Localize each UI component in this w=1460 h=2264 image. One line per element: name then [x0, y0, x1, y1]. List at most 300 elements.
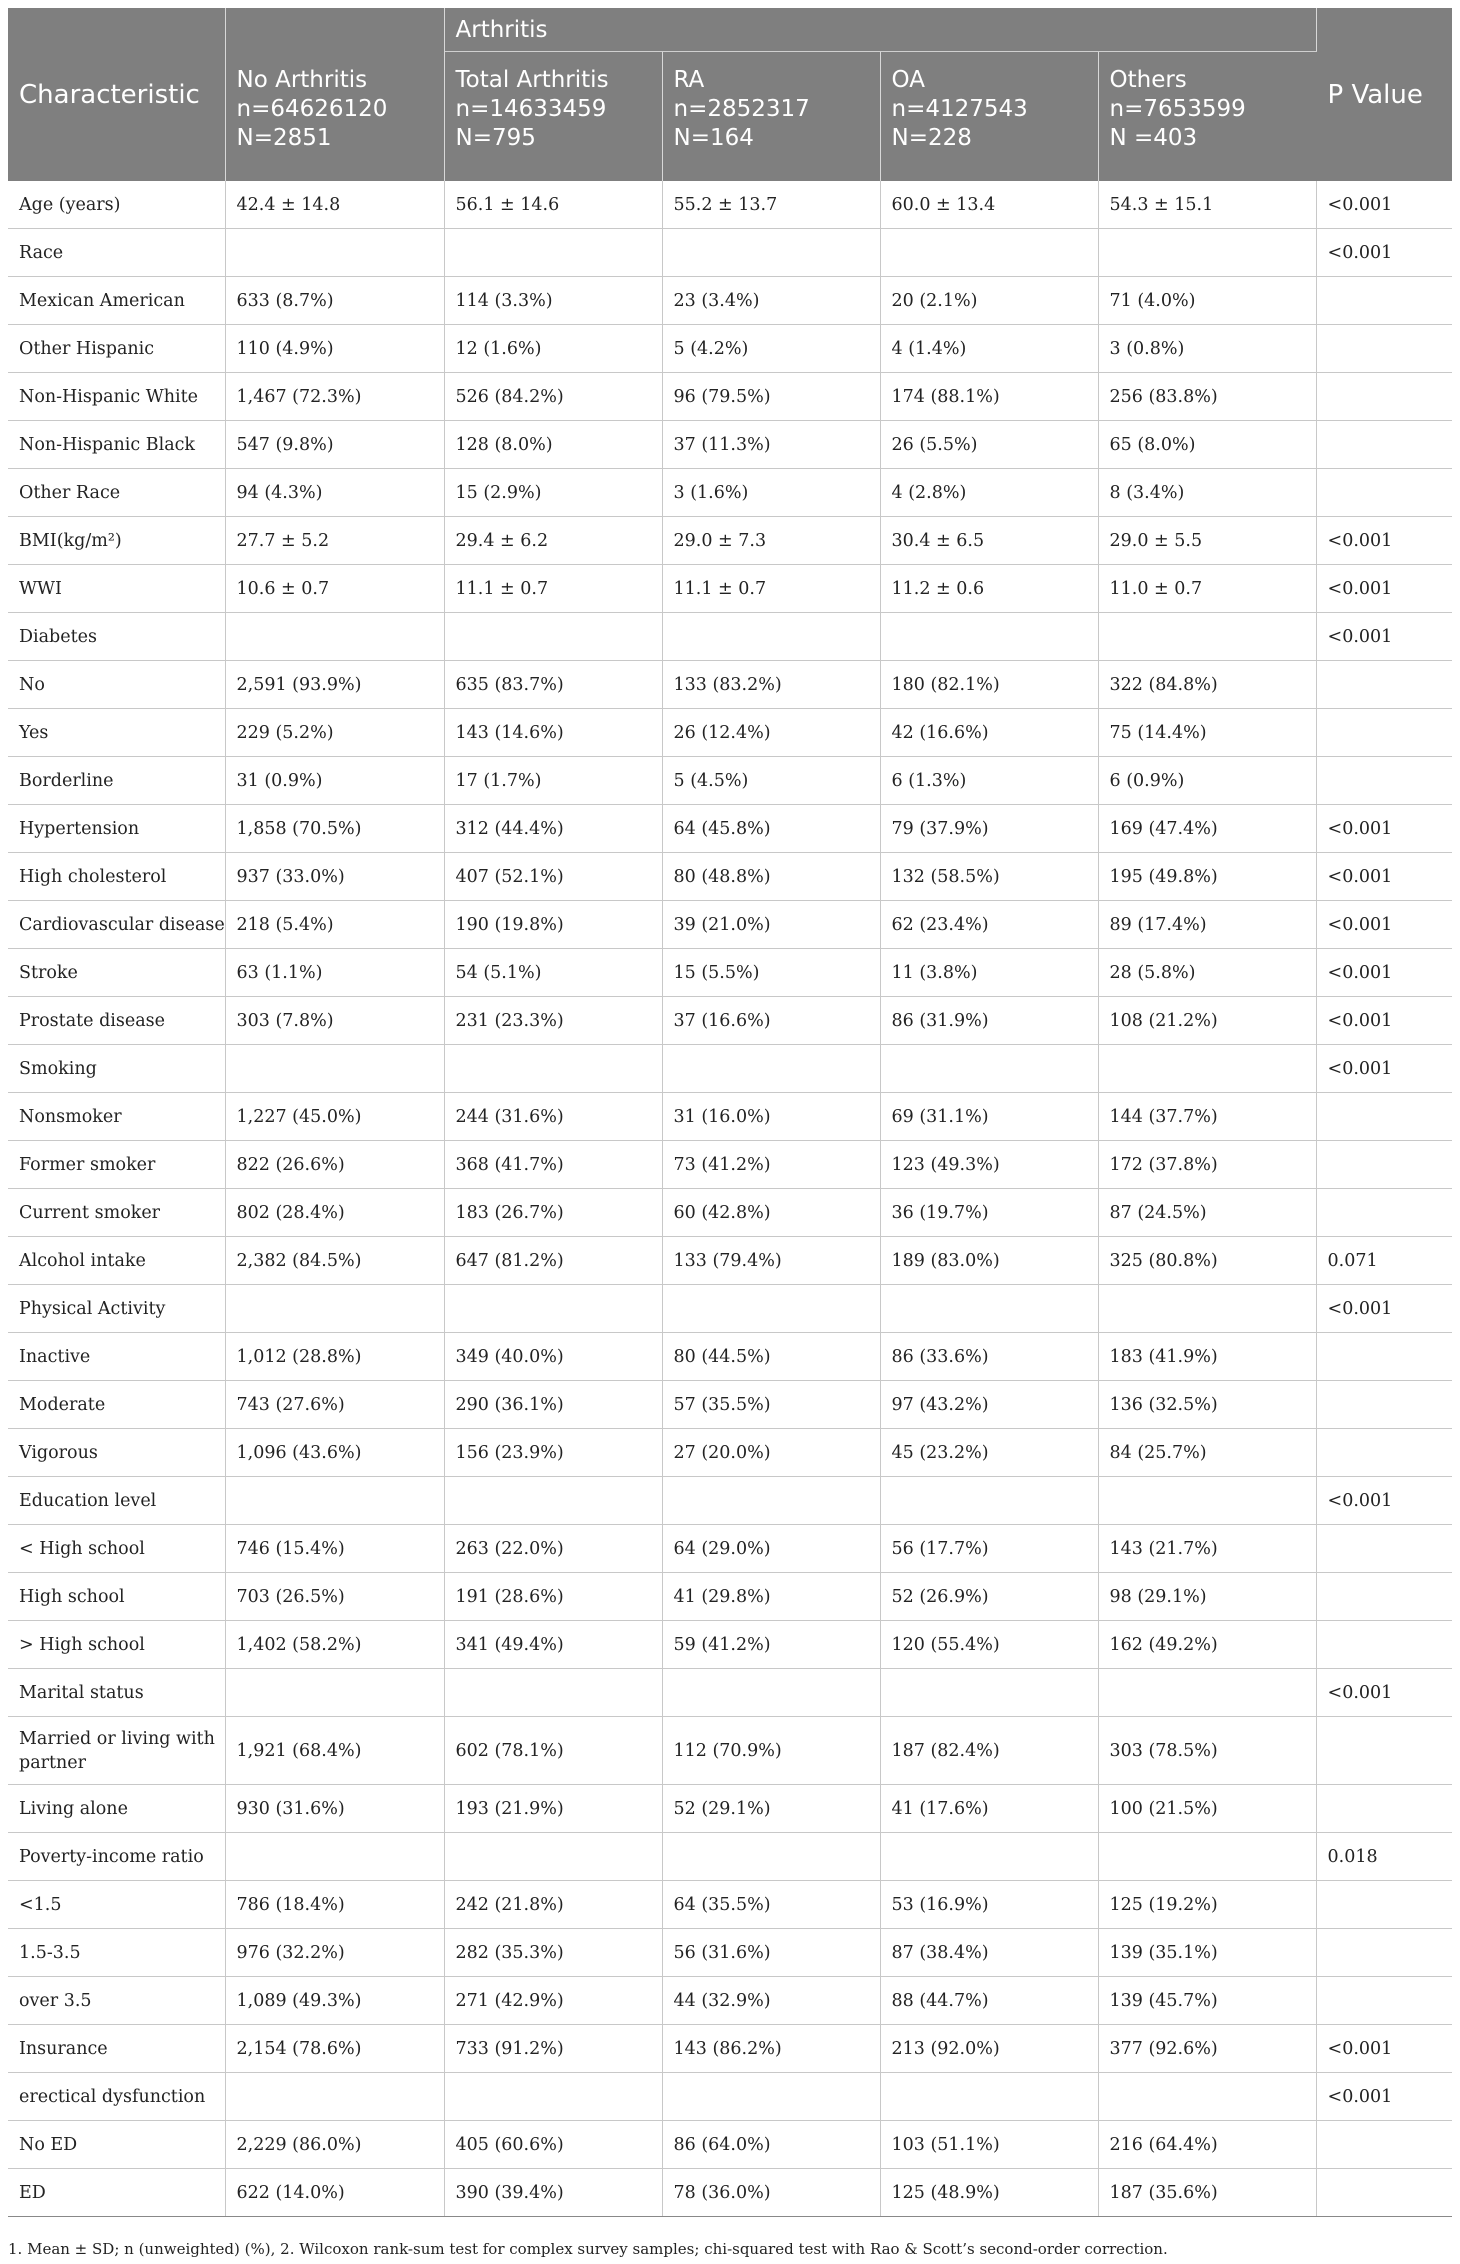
table-row: [8, 277, 1452, 325]
table-cell: 63 (1.1%): [225, 949, 444, 997]
header-blank: [225, 8, 444, 52]
table-cell: 37 (11.3%): [662, 421, 880, 469]
table-cell: 79 (37.9%): [880, 805, 1098, 853]
p-value-cell: [1316, 1381, 1452, 1429]
table-cell: 112 (70.9%): [662, 1717, 880, 1785]
table-cell: 169 (47.4%): [1098, 805, 1316, 853]
p-value-cell: [1316, 277, 1452, 325]
table-row: [8, 661, 1452, 709]
table-row: [8, 997, 1452, 1045]
table-cell: 2,382 (84.5%): [225, 1237, 444, 1285]
table-cell: 635 (83.7%): [444, 661, 662, 709]
table-cell: 526 (84.2%): [444, 373, 662, 421]
p-value-cell: <0.001: [1316, 805, 1452, 853]
p-value-cell: <0.001: [1316, 613, 1452, 661]
table-cell: [444, 1833, 662, 1881]
p-value-cell: [1316, 709, 1452, 757]
p-value-cell: 0.071: [1316, 1237, 1452, 1285]
table-cell: 8 (3.4%): [1098, 469, 1316, 517]
table-cell: 1,402 (58.2%): [225, 1621, 444, 1669]
header-column-n-line: n=2852317: [673, 96, 810, 122]
table-cell: 64 (29.0%): [662, 1525, 880, 1573]
header-characteristic: Characteristic: [8, 8, 225, 181]
header-column-0: [225, 52, 444, 182]
row-label: Marital status: [8, 1669, 225, 1717]
table-cell: 390 (39.4%): [444, 2169, 662, 2217]
p-value-cell: [1316, 1141, 1452, 1189]
table-cell: 110 (4.9%): [225, 325, 444, 373]
table-row: [8, 1833, 1452, 1881]
row-label: Alcohol intake: [8, 1237, 225, 1285]
table-row: [8, 421, 1452, 469]
table-cell: 312 (44.4%): [444, 805, 662, 853]
row-label: Current smoker: [8, 1189, 225, 1237]
table-cell: 136 (32.5%): [1098, 1381, 1316, 1429]
table-cell: 98 (29.1%): [1098, 1573, 1316, 1621]
row-label: Non-Hispanic Black: [8, 421, 225, 469]
table-cell: 1,858 (70.5%): [225, 805, 444, 853]
table-cell: 69 (31.1%): [880, 1093, 1098, 1141]
table-row: [8, 325, 1452, 373]
table-cell: [225, 1477, 444, 1525]
p-value-cell: [1316, 1333, 1452, 1381]
p-value-cell: <0.001: [1316, 949, 1452, 997]
p-value-cell: [1316, 1573, 1452, 1621]
table-cell: 602 (78.1%): [444, 1717, 662, 1785]
p-value-cell: [1316, 469, 1452, 517]
table-cell: 547 (9.8%): [225, 421, 444, 469]
table-header: [8, 8, 1452, 181]
table-cell: 4 (1.4%): [880, 325, 1098, 373]
table-cell: [1098, 229, 1316, 277]
table-cell: 29.0 ± 5.5: [1098, 517, 1316, 565]
row-label: Yes: [8, 709, 225, 757]
row-label: Prostate disease: [8, 997, 225, 1045]
table-cell: 229 (5.2%): [225, 709, 444, 757]
table-cell: [662, 1477, 880, 1525]
p-value-cell: <0.001: [1316, 2073, 1452, 2121]
table-cell: 65 (8.0%): [1098, 421, 1316, 469]
table-cell: 27 (20.0%): [662, 1429, 880, 1477]
p-value-cell: <0.001: [1316, 1285, 1452, 1333]
table-cell: 31 (16.0%): [662, 1093, 880, 1141]
table-row: [8, 1525, 1452, 1573]
table-cell: 80 (48.8%): [662, 853, 880, 901]
table-cell: 54.3 ± 15.1: [1098, 181, 1316, 229]
table-row: [8, 709, 1452, 757]
header-column-2: [662, 52, 880, 182]
table-cell: 39 (21.0%): [662, 901, 880, 949]
table-cell: [444, 1045, 662, 1093]
table-cell: 128 (8.0%): [444, 421, 662, 469]
table-cell: 183 (41.9%): [1098, 1333, 1316, 1381]
table-cell: 191 (28.6%): [444, 1573, 662, 1621]
table-cell: 62 (23.4%): [880, 901, 1098, 949]
table-cell: 26 (5.5%): [880, 421, 1098, 469]
table-cell: 132 (58.5%): [880, 853, 1098, 901]
table-cell: 263 (22.0%): [444, 1525, 662, 1573]
p-value-cell: <0.001: [1316, 1477, 1452, 1525]
table-cell: 746 (15.4%): [225, 1525, 444, 1573]
table-cell: 60.0 ± 13.4: [880, 181, 1098, 229]
table-cell: 786 (18.4%): [225, 1881, 444, 1929]
table-cell: 17 (1.7%): [444, 757, 662, 805]
table-cell: 822 (26.6%): [225, 1141, 444, 1189]
row-label: Nonsmoker: [8, 1093, 225, 1141]
p-value-cell: <0.001: [1316, 1669, 1452, 1717]
table-cell: 733 (91.2%): [444, 2025, 662, 2073]
p-value-cell: <0.001: [1316, 2025, 1452, 2073]
row-label: Mexican American: [8, 277, 225, 325]
p-value-cell: [1316, 1621, 1452, 1669]
table-cell: 56 (31.6%): [662, 1929, 880, 1977]
table-cell: 1,921 (68.4%): [225, 1717, 444, 1785]
header-column-name-line: Others: [1109, 67, 1187, 93]
table-cell: 162 (49.2%): [1098, 1621, 1316, 1669]
table-row: [8, 229, 1452, 277]
table-row: [8, 1977, 1452, 2025]
table-cell: [1098, 1285, 1316, 1333]
table-cell: 87 (24.5%): [1098, 1189, 1316, 1237]
p-value-cell: [1316, 1929, 1452, 1977]
table-cell: [444, 1477, 662, 1525]
table-cell: 28 (5.8%): [1098, 949, 1316, 997]
row-label: BMI(kg/m²): [8, 517, 225, 565]
row-label: over 3.5: [8, 1977, 225, 2025]
header-column-n-line: N=164: [673, 125, 754, 151]
header-column-n-line: n=14633459: [455, 96, 607, 122]
table-cell: 189 (83.0%): [880, 1237, 1098, 1285]
table-cell: 187 (82.4%): [880, 1717, 1098, 1785]
table-cell: 86 (64.0%): [662, 2121, 880, 2169]
p-value-cell: [1316, 1717, 1452, 1785]
table-cell: 368 (41.7%): [444, 1141, 662, 1189]
table-cell: 56.1 ± 14.6: [444, 181, 662, 229]
table-cell: 622 (14.0%): [225, 2169, 444, 2217]
row-label: 1.5-3.5: [8, 1929, 225, 1977]
p-value-cell: <0.001: [1316, 1045, 1452, 1093]
table-cell: 174 (88.1%): [880, 373, 1098, 421]
p-value-cell: <0.001: [1316, 565, 1452, 613]
table-footnote: 1. Mean ± SD; n (unweighted) (%), 2. Wilcoxon rank-sum test for complex survey samples; chi-squared test with Rao & Scott’s second-order correction.: [8, 2240, 1168, 2258]
row-label: ED: [8, 2169, 225, 2217]
table-cell: 143 (86.2%): [662, 2025, 880, 2073]
row-label: Education level: [8, 1477, 225, 1525]
table-row: [8, 1621, 1452, 1669]
table-cell: 60 (42.8%): [662, 1189, 880, 1237]
table-cell: 133 (83.2%): [662, 661, 880, 709]
table-row: [8, 1237, 1452, 1285]
table-cell: [880, 1477, 1098, 1525]
header-column-name-line: RA: [673, 67, 705, 93]
table-cell: 290 (36.1%): [444, 1381, 662, 1429]
table-cell: [880, 1285, 1098, 1333]
table-cell: [444, 1285, 662, 1333]
table-cell: 52 (29.1%): [662, 1785, 880, 1833]
table-cell: 54 (5.1%): [444, 949, 662, 997]
table-cell: 29.4 ± 6.2: [444, 517, 662, 565]
table-cell: 20 (2.1%): [880, 277, 1098, 325]
table-cell: 89 (17.4%): [1098, 901, 1316, 949]
table-row: [8, 853, 1452, 901]
row-label: < High school: [8, 1525, 225, 1573]
table-cell: 10.6 ± 0.7: [225, 565, 444, 613]
table-cell: 11.2 ± 0.6: [880, 565, 1098, 613]
table-cell: 11.1 ± 0.7: [662, 565, 880, 613]
header-column-4: [1098, 52, 1316, 182]
table-row: [8, 1429, 1452, 1477]
table-cell: 36 (19.7%): [880, 1189, 1098, 1237]
table-cell: 172 (37.8%): [1098, 1141, 1316, 1189]
table-cell: 5 (4.2%): [662, 325, 880, 373]
table-row: [8, 1333, 1452, 1381]
table-cell: 100 (21.5%): [1098, 1785, 1316, 1833]
table-cell: [1098, 1669, 1316, 1717]
header-arthritis-group: Arthritis: [444, 8, 1316, 52]
p-value-cell: [1316, 1881, 1452, 1929]
table-cell: 703 (26.5%): [225, 1573, 444, 1621]
table-cell: 216 (64.4%): [1098, 2121, 1316, 2169]
table-cell: 407 (52.1%): [444, 853, 662, 901]
table-cell: [662, 2073, 880, 2121]
table-row: [8, 1045, 1452, 1093]
row-label: Hypertension: [8, 805, 225, 853]
table-cell: [662, 1669, 880, 1717]
table-cell: 94 (4.3%): [225, 469, 444, 517]
table-cell: [1098, 1833, 1316, 1881]
row-label: Poverty-income ratio: [8, 1833, 225, 1881]
table-cell: [662, 1833, 880, 1881]
row-label: Smoking: [8, 1045, 225, 1093]
table-cell: 96 (79.5%): [662, 373, 880, 421]
table-cell: 325 (80.8%): [1098, 1237, 1316, 1285]
p-value-cell: [1316, 421, 1452, 469]
table-cell: 37 (16.6%): [662, 997, 880, 1045]
row-label: Vigorous: [8, 1429, 225, 1477]
table-cell: 27.7 ± 5.2: [225, 517, 444, 565]
table-row: [8, 1477, 1452, 1525]
table-cell: 143 (21.7%): [1098, 1525, 1316, 1573]
table-row: [8, 1381, 1452, 1429]
p-value-cell: <0.001: [1316, 517, 1452, 565]
table-cell: 44 (32.9%): [662, 1977, 880, 2025]
table-cell: 108 (21.2%): [1098, 997, 1316, 1045]
table-cell: 139 (35.1%): [1098, 1929, 1316, 1977]
table-cell: 120 (55.4%): [880, 1621, 1098, 1669]
header-column-1: [444, 52, 662, 182]
table-cell: 271 (42.9%): [444, 1977, 662, 2025]
table-row: [8, 1717, 1452, 1785]
p-value-cell: [1316, 1525, 1452, 1573]
table-cell: 633 (8.7%): [225, 277, 444, 325]
table-cell: [880, 613, 1098, 661]
table-cell: 86 (33.6%): [880, 1333, 1098, 1381]
table-cell: 53 (16.9%): [880, 1881, 1098, 1929]
table-cell: 139 (45.7%): [1098, 1977, 1316, 2025]
header-column-n-line: n=7653599: [1109, 96, 1246, 122]
table-cell: 405 (60.6%): [444, 2121, 662, 2169]
p-value-cell: <0.001: [1316, 997, 1452, 1045]
header-column-n-line: n=64626120: [236, 95, 388, 122]
row-label: Moderate: [8, 1381, 225, 1429]
row-label: Physical Activity: [8, 1285, 225, 1333]
table-cell: [880, 2073, 1098, 2121]
table-row: [8, 949, 1452, 997]
header-column-n-line: N=228: [891, 125, 972, 151]
table-row: [8, 613, 1452, 661]
table-cell: 3 (0.8%): [1098, 325, 1316, 373]
header-column-n-line: N =403: [1109, 125, 1198, 151]
header-p-value: P Value: [1316, 8, 1452, 181]
table-cell: 11.1 ± 0.7: [444, 565, 662, 613]
table-cell: 26 (12.4%): [662, 709, 880, 757]
table-cell: 156 (23.9%): [444, 1429, 662, 1477]
table-cell: 23 (3.4%): [662, 277, 880, 325]
table-cell: [880, 1669, 1098, 1717]
table-cell: [662, 229, 880, 277]
table-cell: 114 (3.3%): [444, 277, 662, 325]
row-label: Other Race: [8, 469, 225, 517]
table-cell: 42.4 ± 14.8: [225, 181, 444, 229]
table-cell: 231 (23.3%): [444, 997, 662, 1045]
table-row: [8, 1881, 1452, 1929]
table-cell: 1,467 (72.3%): [225, 373, 444, 421]
table-cell: 56 (17.7%): [880, 1525, 1098, 1573]
table-cell: 15 (5.5%): [662, 949, 880, 997]
table-cell: 244 (31.6%): [444, 1093, 662, 1141]
row-label: High school: [8, 1573, 225, 1621]
table-row: [8, 757, 1452, 805]
p-value-cell: <0.001: [1316, 853, 1452, 901]
table-row: [8, 2169, 1452, 2217]
table-cell: 180 (82.1%): [880, 661, 1098, 709]
table-cell: 42 (16.6%): [880, 709, 1098, 757]
table-row: [8, 1285, 1452, 1333]
table-cell: 976 (32.2%): [225, 1929, 444, 1977]
table-cell: [225, 2073, 444, 2121]
table-cell: 341 (49.4%): [444, 1621, 662, 1669]
table-body: [8, 181, 1452, 2217]
table-cell: [662, 1045, 880, 1093]
row-label: Cardiovascular disease: [8, 901, 225, 949]
table-cell: 195 (49.8%): [1098, 853, 1316, 901]
table-cell: [1098, 2073, 1316, 2121]
table-cell: 11 (3.8%): [880, 949, 1098, 997]
table-cell: 2,591 (93.9%): [225, 661, 444, 709]
row-label: <1.5: [8, 1881, 225, 1929]
table-cell: [662, 1285, 880, 1333]
table-cell: 87 (38.4%): [880, 1929, 1098, 1977]
row-label: Borderline: [8, 757, 225, 805]
table-cell: 73 (41.2%): [662, 1141, 880, 1189]
p-value-cell: [1316, 2169, 1452, 2217]
table-cell: [1098, 613, 1316, 661]
row-label: > High school: [8, 1621, 225, 1669]
characteristics-table: [8, 8, 1452, 2217]
table-cell: 802 (28.4%): [225, 1189, 444, 1237]
table-cell: 242 (21.8%): [444, 1881, 662, 1929]
table-row: [8, 2025, 1452, 2073]
row-label: erectical dysfunction: [8, 2073, 225, 2121]
row-label: WWI: [8, 565, 225, 613]
table-cell: 1,089 (49.3%): [225, 1977, 444, 2025]
table-cell: 41 (17.6%): [880, 1785, 1098, 1833]
table-cell: 64 (45.8%): [662, 805, 880, 853]
row-label: Non-Hispanic White: [8, 373, 225, 421]
p-value-cell: [1316, 325, 1452, 373]
header-column-n-line: n=4127543: [891, 96, 1028, 122]
table-cell: 84 (25.7%): [1098, 1429, 1316, 1477]
table-cell: 6 (0.9%): [1098, 757, 1316, 805]
header-column-n-line: N=2851: [236, 124, 332, 151]
row-label: Age (years): [8, 181, 225, 229]
table-cell: 30.4 ± 6.5: [880, 517, 1098, 565]
table-row: [8, 1785, 1452, 1833]
table-cell: 57 (35.5%): [662, 1381, 880, 1429]
table-cell: [444, 613, 662, 661]
p-value-cell: [1316, 2121, 1452, 2169]
table-cell: 183 (26.7%): [444, 1189, 662, 1237]
row-label: Former smoker: [8, 1141, 225, 1189]
row-label: Other Hispanic: [8, 325, 225, 373]
row-label: Living alone: [8, 1785, 225, 1833]
table-cell: [1098, 1477, 1316, 1525]
p-value-cell: [1316, 1189, 1452, 1237]
p-value-cell: <0.001: [1316, 901, 1452, 949]
row-label: Diabetes: [8, 613, 225, 661]
header-column-name-line: No Arthritis: [236, 66, 368, 93]
table-cell: 2,154 (78.6%): [225, 2025, 444, 2073]
table-row: [8, 2073, 1452, 2121]
table-cell: 322 (84.8%): [1098, 661, 1316, 709]
row-label: Married or living with partner: [8, 1717, 225, 1785]
table-cell: [225, 1669, 444, 1717]
table-cell: 88 (44.7%): [880, 1977, 1098, 2025]
table-cell: 45 (23.2%): [880, 1429, 1098, 1477]
table-cell: 86 (31.9%): [880, 997, 1098, 1045]
p-value-cell: <0.001: [1316, 229, 1452, 277]
p-value-cell: <0.001: [1316, 181, 1452, 229]
table-row: [8, 1929, 1452, 1977]
table-cell: 97 (43.2%): [880, 1381, 1098, 1429]
table-cell: [225, 1285, 444, 1333]
table-cell: 1,227 (45.0%): [225, 1093, 444, 1141]
table-row: [8, 373, 1452, 421]
row-label: No ED: [8, 2121, 225, 2169]
header-column-3: [880, 52, 1098, 182]
table-cell: 6 (1.3%): [880, 757, 1098, 805]
table-row: [8, 517, 1452, 565]
table-cell: [880, 1045, 1098, 1093]
table-cell: [225, 229, 444, 277]
p-value-cell: [1316, 1093, 1452, 1141]
row-label: Race: [8, 229, 225, 277]
table-row: [8, 1141, 1452, 1189]
table-cell: 55.2 ± 13.7: [662, 181, 880, 229]
table-cell: 15 (2.9%): [444, 469, 662, 517]
table-cell: [225, 1045, 444, 1093]
table-cell: 144 (37.7%): [1098, 1093, 1316, 1141]
table-cell: 937 (33.0%): [225, 853, 444, 901]
table-row: [8, 901, 1452, 949]
table-cell: 31 (0.9%): [225, 757, 444, 805]
table-row: [8, 1093, 1452, 1141]
table-cell: 3 (1.6%): [662, 469, 880, 517]
table-cell: 75 (14.4%): [1098, 709, 1316, 757]
table-cell: [225, 613, 444, 661]
table-cell: 59 (41.2%): [662, 1621, 880, 1669]
header-column-name-line: Total Arthritis: [455, 67, 609, 93]
